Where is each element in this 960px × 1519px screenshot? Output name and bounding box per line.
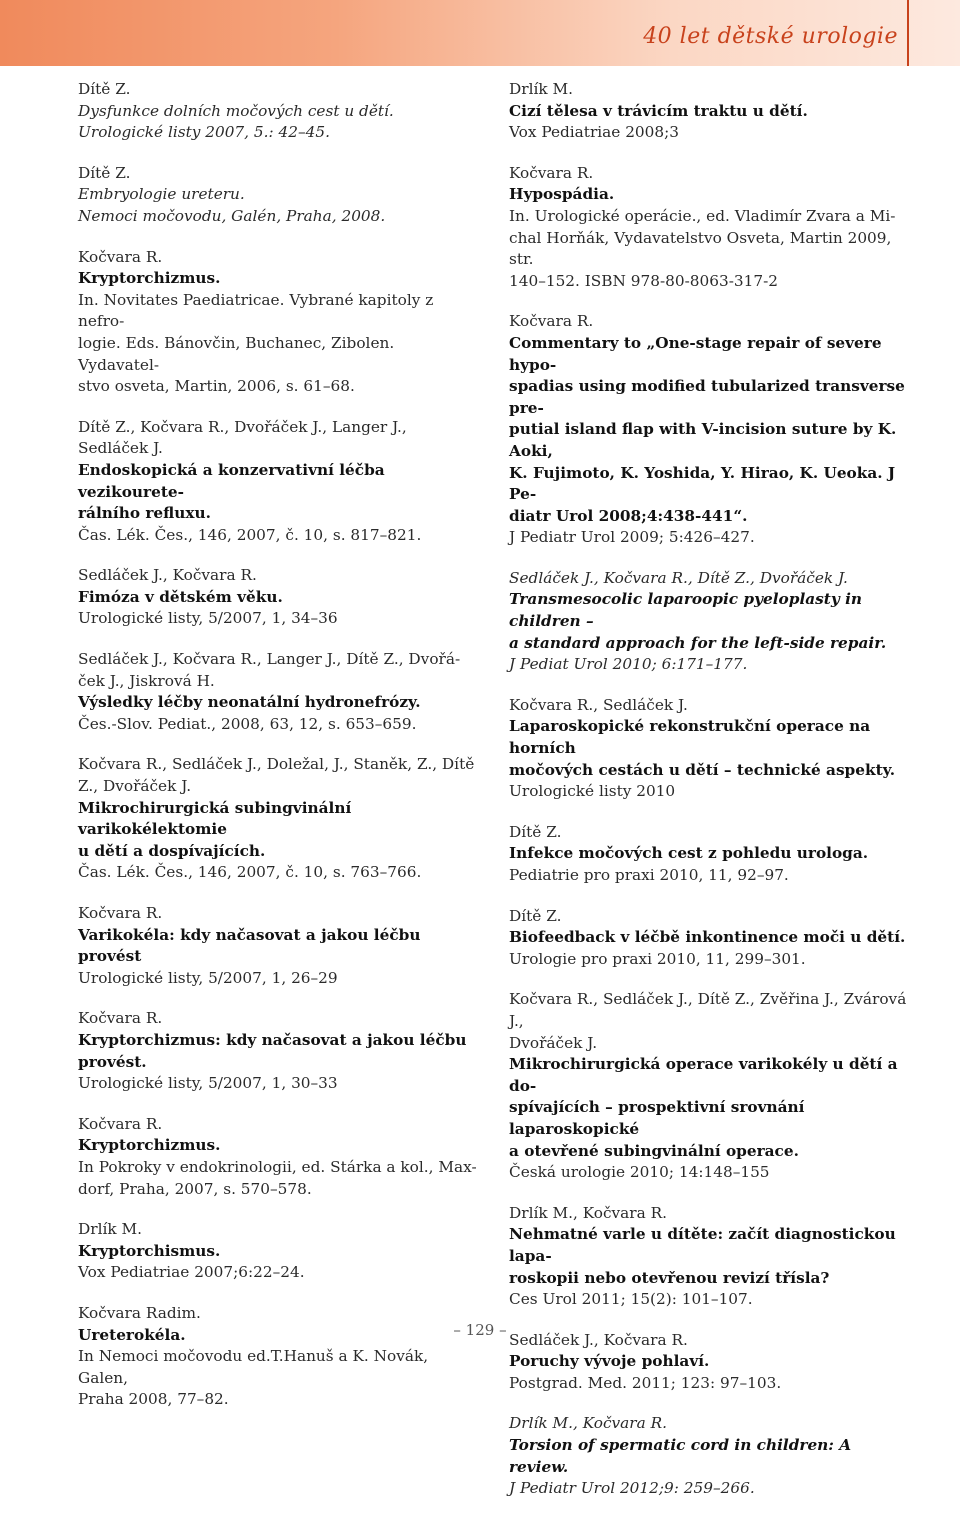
reference-entry: [509, 79, 911, 144]
reference-authors: Drlík M.: [78, 1220, 143, 1239]
reference-authors: Kočvara R.: [509, 163, 594, 182]
reference-column-right: [509, 79, 911, 1519]
reference-source: Urologické listy, 5/2007, 1, 30–33: [78, 1074, 338, 1093]
reference-authors: Dítě Z.: [509, 906, 562, 925]
reference-source: Vox Pediatriae 2007;6:22–24.: [78, 1263, 305, 1282]
reference-source: 140–152. ISBN 978-80-8063-317-2: [509, 271, 778, 290]
reference-entry: [78, 247, 480, 398]
reference-authors: Kočvara R.: [78, 1009, 163, 1028]
reference-entry: [78, 79, 480, 144]
reference-source: In. Novitates Paediatricae. Vybrané kapitoly z nefro-: [78, 290, 434, 331]
reference-authors: Dítě Z.: [509, 822, 562, 841]
reference-title: Varikokéla: kdy načasovat a jakou léčbu provést: [78, 925, 421, 966]
reference-title: u dětí a dospívajících.: [78, 841, 266, 860]
reference-source: In Pokroky v endokrinologii, ed. Stárka a kol., Max-: [78, 1157, 477, 1176]
reference-source: Urologické listy, 5/2007, 1, 34–36: [78, 609, 338, 628]
reference-source: stvo osveta, Martin, 2006, s. 61–68.: [78, 377, 355, 396]
reference-source: J Pediatr Urol 2012;9: 259–266.: [509, 1479, 755, 1498]
header-rule: [907, 0, 909, 66]
reference-title: putial island flap with V-incision suture by K. Aoki,: [509, 420, 897, 460]
reference-entry: [509, 989, 911, 1183]
reference-title: Commentary to „One-stage repair of severe hypo-: [509, 333, 882, 374]
reference-title: Transmesocolic laparoopic pyeloplasty in children –: [509, 590, 863, 631]
reference-entry: [78, 1303, 480, 1411]
reference-authors: Kočvara Radim.: [78, 1303, 201, 1322]
reference-column-left: [78, 79, 480, 1430]
reference-entry: [509, 163, 911, 293]
reference-title: Výsledky léčby neonatální hydronefrózy.: [78, 693, 421, 712]
reference-source: In Nemoci močovodu ed.T.Hanuš a K. Novák, Galen,: [78, 1347, 429, 1387]
reference-entry: [78, 1219, 480, 1284]
reference-source: Čas. Lék. Čes., 146, 2007, č. 10, s. 817–821.: [78, 525, 422, 544]
reference-title: Kryptorchismus.: [78, 1241, 221, 1260]
reference-entry: [509, 822, 911, 887]
reference-title: Biofeedback v léčbě inkontinence moči u dětí.: [509, 928, 906, 947]
reference-entry: [78, 1008, 480, 1094]
reference-title: spívajících – prospektivní srovnání laparoskopické: [509, 1098, 805, 1138]
reference-entry: [78, 649, 480, 735]
reference-title: Kryptorchizmus: kdy načasovat a jakou léčbu provést.: [78, 1030, 467, 1071]
reference-authors: Kočvara R.: [509, 312, 594, 331]
reference-title: K. Fujimoto, K. Yoshida, Y. Hirao, K. Ueoka. J Pe-: [509, 463, 896, 504]
page-number: – 129 –: [453, 1321, 507, 1339]
reference-source: Česká urologie 2010; 14:148–155: [509, 1163, 770, 1182]
reference-source: J Pediat Urol 2010; 6:171–177.: [509, 655, 748, 674]
reference-authors: Kočvara R., Sedláček J., Doležal, J., Staněk, Z., Dítě: [78, 755, 475, 774]
reference-authors: Sedláček J., Kočvara R., Dítě Z., Dvořáček J.: [509, 568, 848, 587]
reference-source: Urologické listy, 5/2007, 1, 26–29: [78, 968, 338, 987]
reference-entry: [78, 565, 480, 630]
reference-entry: [78, 1114, 480, 1200]
reference-source: dorf, Praha, 2007, s. 570–578.: [78, 1179, 312, 1198]
reference-source: Vox Pediatriae 2008;3: [509, 123, 680, 142]
reference-title: Laparoskopické rekonstrukční operace na horních: [509, 717, 871, 758]
reference-source: chal Horňák, Vydavatelstvo Osveta, Martin 2009, str.: [509, 228, 892, 269]
reference-title: Kryptorchizmus.: [78, 269, 221, 288]
reference-entry: [78, 903, 480, 989]
reference-authors: Kočvara R.: [78, 1114, 163, 1133]
reference-authors: Dítě Z.: [78, 80, 131, 98]
reference-title: Nehmatné varle u dítěte: začít diagnostickou lapa-: [509, 1225, 896, 1265]
reference-title: Embryologie ureteru.: [78, 185, 245, 204]
reference-authors-continued: Dvořáček J.: [509, 1033, 598, 1052]
reference-authors: Sedláček J., Kočvara R.: [509, 1330, 688, 1349]
running-header-title: 40 let dětské urologie: [643, 24, 898, 49]
reference-authors-continued: Z., Dvořáček J.: [78, 777, 192, 796]
reference-source: Nemoci močovodu, Galén, Praha, 2008.: [78, 206, 386, 225]
reference-title: Ureterokéla.: [78, 1325, 186, 1344]
reference-title: Dysfunkce dolních močových cest u dětí.: [78, 101, 394, 120]
reference-source: In. Urologické operácie., ed. Vladimír Zvara a Mi-: [509, 206, 896, 225]
reference-authors: Drlík M., Kočvara R.: [509, 1414, 667, 1433]
reference-entry: [78, 417, 480, 547]
reference-title: a standard approach for the left-side repair.: [509, 633, 887, 652]
reference-source: Praha 2008, 77–82.: [78, 1390, 229, 1409]
reference-authors: Kočvara R., Sedláček J.: [509, 695, 688, 714]
reference-source: Pediatrie pro praxi 2010, 11, 92–97.: [509, 866, 789, 884]
reference-authors: Kočvara R., Sedláček J., Dítě Z., Zvěřina J., Zvárová J.,: [509, 990, 907, 1030]
reference-entry: [509, 695, 911, 803]
reference-authors: Drlík M., Kočvara R.: [509, 1203, 667, 1222]
reference-entry: [509, 1203, 911, 1311]
reference-source: logie. Eds. Bánovčin, Buchanec, Zibolen. Vydavatel-: [78, 333, 395, 374]
reference-source: Urologické listy 2010: [509, 782, 676, 801]
reference-authors: Kočvara R.: [78, 904, 163, 922]
reference-source: Ces Urol 2011; 15(2): 101–107.: [509, 1290, 753, 1309]
reference-source: Čas. Lék. Čes., 146, 2007, č. 10, s. 763–766.: [78, 863, 422, 882]
reference-title: Kryptorchizmus.: [78, 1136, 221, 1155]
reference-authors: Sedláček J., Kočvara R., Langer J., Dítě Z., Dvořá-: [78, 650, 461, 669]
reference-source: Urologické listy 2007, 5.: 42–45.: [78, 123, 330, 142]
reference-source: Postgrad. Med. 2011; 123: 97–103.: [509, 1373, 782, 1392]
reference-title: Infekce močových cest z pohledu urologa.: [509, 844, 869, 863]
reference-authors: Kočvara R.: [78, 247, 163, 266]
reference-authors-continued: ček J., Jiskrová H.: [78, 671, 215, 690]
reference-authors: Dítě Z.: [78, 163, 131, 182]
reference-source: J Pediatr Urol 2009; 5:426–427.: [509, 528, 755, 547]
reference-source: Urologie pro praxi 2010, 11, 299–301.: [509, 949, 806, 968]
reference-title: a otevřené subingvinální operace.: [509, 1141, 799, 1160]
reference-entry: [509, 311, 911, 549]
reference-title: Cizí tělesa v trávicím traktu u dětí.: [509, 101, 808, 120]
reference-title: Endoskopická a konzervativní léčba vezikourete-: [78, 460, 385, 501]
reference-entry: [509, 1330, 911, 1395]
reference-title: spadias using modified tubularized transverse pre-: [509, 377, 905, 417]
reference-authors: Dítě Z., Kočvara R., Dvořáček J., Langer J., Sedláček J.: [78, 417, 407, 458]
reference-authors: Drlík M.: [509, 80, 574, 98]
reference-entry: [78, 163, 480, 228]
reference-title: rálního refluxu.: [78, 504, 211, 523]
reference-title: Hypospádia.: [509, 185, 615, 204]
reference-title: Torsion of spermatic cord in children: A review.: [509, 1436, 852, 1476]
reference-entry: [509, 1413, 911, 1499]
reference-source: Čes.-Slov. Pediat., 2008, 63, 12, s. 653–659.: [78, 714, 417, 733]
reference-title: diatr Urol 2008;4:438-441“.: [509, 506, 748, 525]
reference-entry: [78, 754, 480, 884]
reference-title: Mikrochirurgická subingvinální varikokélektomie: [78, 798, 352, 839]
reference-authors: Sedláček J., Kočvara R.: [78, 566, 257, 585]
reference-title: roskopii nebo otevřenou revizí třísla?: [509, 1268, 830, 1287]
reference-title: močových cestách u dětí – technické aspekty.: [509, 760, 896, 779]
reference-entry: [509, 906, 911, 971]
reference-entry: [509, 568, 911, 676]
reference-title: Mikrochirurgická operace varikokély u dětí a do-: [509, 1055, 898, 1095]
reference-title: Poruchy vývoje pohlaví.: [509, 1352, 710, 1371]
reference-title: Fimóza v dětském věku.: [78, 587, 283, 606]
